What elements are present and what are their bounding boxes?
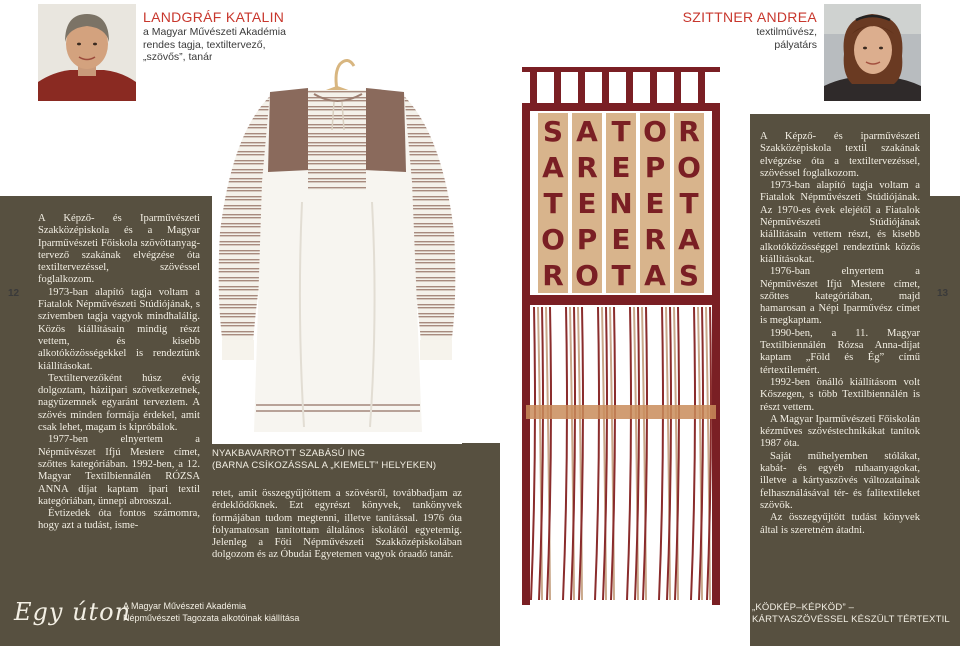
right-role-line: textilművész, [756,26,817,38]
tapestry-caption-line: „KÖDKÉP–KÉPKÖD” – [752,602,855,613]
tapestry-letter: E [611,151,631,184]
portrait-landgraf-katalin [38,4,136,101]
tapestry-art [500,55,747,646]
right-artist-name: SZITTNER ANDREA [682,9,817,25]
page-number-left: 12 [8,288,20,299]
tapestry-letter: T [679,187,699,220]
shirt-caption-line: NYAKBAVARROTT SZABÁSÚ ING [212,448,366,459]
fringe-thread [563,307,567,600]
fringe-thread [595,307,599,600]
right-paragraph: 1973-ban alapító tagja voltam a Fiatalok Népművészeti Stúdiójának. Az 1970-es évek elejétől a Fiatalok Népművészeti Stúdiójának kiállításain vettem részt, és kisebb alkotóközösséggel rendeztünk közös kiállításokat. [760,180,920,265]
footer-line: Népművészeti Tagozata alkotóinak kiállítása [123,613,300,623]
left-role-line: rendes tagja, textiltervező, [143,38,266,51]
tapestry-letter: N [609,187,633,220]
tapestry-letter: R [576,151,598,184]
tapestry-letter: T [611,115,631,148]
footer-line: A Magyar Művészeti Akadémia [123,601,247,611]
fringe-thread [659,307,663,600]
left-column-text [38,213,200,533]
right-paragraph: 1976-ban elnyertem a Népművészet Ifjú Mestere címet, szőttes kategóriában, majd hamarosan a Népi Iparművész címet is megkaptam. [760,266,920,327]
fringe-thread [531,307,535,600]
tapestry-letter: O [677,151,701,184]
tapestry-letter: E [645,187,665,220]
right-paragraph: 1990-ben, a 11. Magyar Textilbiennálén Rózsa Anna-díjat kaptam „Föld és Ég” című tértextilemért. [760,327,920,376]
tapestry-letter: P [644,151,666,184]
portrait-szittner-andrea [824,4,921,101]
tapestry-photo [500,55,747,646]
left-paragraph: Textiltervezőként húsz évig dolgoztam, háziipari szövetkezetnek, nagyüzemnek egyaránt terveztem. A szövés minden formája érdekel, amit csak lehet, magam is kipróbálok. [38,372,200,434]
tapestry-caption [752,602,952,626]
left-paragraph: 1973-ban alapító tagja voltam a Fiatalok Népművészeti Stúdiójának, s szívemben tagja vagyok mindhalálig. Közös kiállításain mindig részt vettem, és kisebb alkotóközösségekkel is rendeztünk kiállításokat. [38,286,200,372]
tapestry-letter: A [644,259,666,292]
fringe-thread [627,307,631,600]
tapestry-caption-line: KÁRTYASZÖVÉSSEL KÉSZÜLT TÉRTEXTIL [752,614,950,625]
middle-paragraph: retet, amit összegyűjtöttem a szövésről, továbbadjam az érdeklődőknek. Ezt egyrészt könyvek, tankönyvek formájában tudom megtenni, illetve tanítással. 1976 óta folyamatosan tanítottam általános iskolától egyetemig. Jelenleg a Főti Népművészeti Szakközépiskolában dolgozom és az Óbudai Egyetemen vagyok óraadó tanár. [212,488,462,561]
right-paragraph: Saját műhelyemben stólákat, kabát- és egyéb ruhaanyagokat, illetve a kártyaszövés változatainak felhasználásával tér- és falitextileket szövök. [760,450,920,511]
tapestry-letter: O [541,223,565,256]
tapestry-letter: E [577,187,597,220]
tapestry-letter: E [611,223,631,256]
tapestry-letter: S [678,259,700,292]
footer-logo: Egy úton [14,598,132,626]
right-paragraph: Az összegyűjtött tudást könyvek által is szeretném átadni. [760,512,920,536]
right-column-text [760,131,920,537]
fringe-thread [691,307,695,600]
shirt-photo [212,52,462,444]
tapestry-letter: O [643,115,667,148]
right-paragraph: A Képző- és iparművészeti Szakközépiskola textil szakának elvégzése óta a textiltervezéssel, szövéssel foglalkozom. [760,131,920,179]
tapestry-letter: P [576,223,598,256]
page-number-right: 13 [937,288,949,299]
tapestry-letter: A [576,115,598,148]
left-paragraph: 1977-ben elnyertem a Népművészet Ifjú Mestere címet, szőttes kategóriában. 1992-ben, a 12. Magyar Textilbiennálén RÓZSA ANNA díjat kaptam ipari textil kategóriában, ünnepi abrosszal. [38,434,200,507]
left-artist-name: LANDGRÁF KATALIN [143,9,285,25]
tapestry-letter: R [644,223,666,256]
tapestry-letter: R [542,259,564,292]
tapestry-letter: T [611,259,631,292]
footer-text [123,600,299,624]
right-artist-role [756,26,817,51]
left-paragraph: Évtizedek óta fontos számomra, hogy azt a tudást, isme- [38,508,200,532]
tapestry-letter: R [678,115,700,148]
tapestry-letter: A [678,223,700,256]
shirt-caption-line: (BARNA CSÍKOZÁSSAL A „KIEMELT” HELYEKEN) [212,460,437,471]
right-paragraph: A Magyar Iparművészeti Főiskolán kézműves szövéstechnikákat tanítok 1987 óta. [760,413,920,450]
left-role-line: a Magyar Művészeti Akadémia [143,26,286,38]
right-role-line: pályatárs [774,38,817,51]
right-edge-band [925,196,960,646]
tapestry-letter: O [575,259,599,292]
left-paragraph: A Képző- és Iparművészeti Szakközépiskola és a Magyar Iparművészeti Főiskola szövöttanyag-tervező szakának elvégzése óta textiltervezéssel, szövéssel foglalkozom. [38,213,200,286]
tapestry-letter: T [543,187,563,220]
shirt-caption [212,448,492,472]
middle-column-text [212,488,462,562]
left-role-line: „szövős”, tanár [143,51,213,63]
right-paragraph: 1992-ben önálló kiállításom volt Kőszegen, s több Textilbiennálén is részt vettem. [760,376,920,413]
tapestry-letter: A [542,151,564,184]
tapestry-letter: S [542,115,564,148]
